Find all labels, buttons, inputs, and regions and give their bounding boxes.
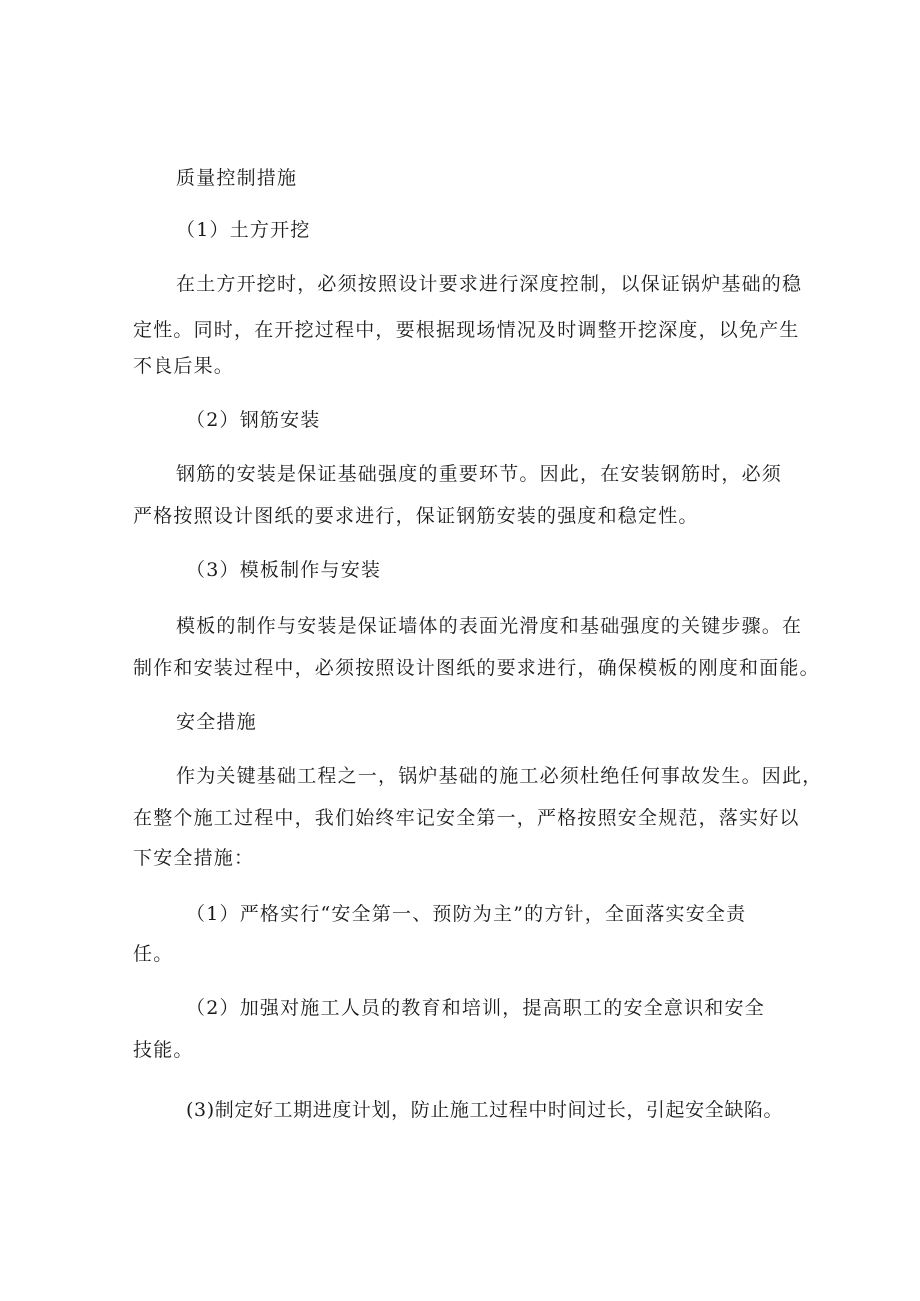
item1-body-line: 在土方开挖时，必须按照设计要求进行深度控制，以保证锅炉基础的稳 [176,273,803,295]
safety-heading: 安全措施 [176,711,257,733]
safety-intro-line: 作为关键基础工程之一，锅炉基础的施工必须杜绝任何事故发生。因此， [176,765,823,787]
safety-intro-line: 在整个施工过程中，我们始终牢记安全第一，严格按照安全规范，落实好以 [133,807,800,829]
item3-body-line: 模板的制作与安装是保证墙体的表面光滑度和基础强度的关键步骤。在 [176,615,803,637]
safety-item1-line: （1）严格实行“安全第一、预防为主”的方针，全面落实安全责 [186,903,747,925]
item3-heading: （3）模板制作与安装 [186,559,382,581]
item2-body-line: 严格按照设计图纸的要求进行，保证钢筋安装的强度和稳定性。 [133,505,699,527]
item1-body-line: 不良后果。 [133,355,235,377]
safety-item1-line: 任。 [133,943,174,965]
item2-body-line: 钢筋的安装是保证基础强度的重要环节。因此，在安装钢筋时，必须 [176,463,783,485]
safety-item2-line: （2）加强对施工人员的教育和培训，提高职工的安全意识和安全 [186,997,765,1019]
item3-body-line: 制作和安装过程中，必须按照设计图纸的要求进行，确保模板的刚度和面能。 [133,657,820,679]
item1-body-line: 定性。同时，在开挖过程中，要根据现场情况及时调整开挖深度，以免产生 [133,319,800,341]
safety-intro-line: 下安全措施： [133,847,255,869]
item2-heading: （2）钢筋安装 [186,409,321,431]
safety-item3-line: (3)制定好工期进度计划，防止施工过程中时间过长，引起安全缺陷。 [186,1099,784,1121]
quality-heading: 质量控制措施 [176,167,298,189]
item1-heading: （1）土方开挖 [176,219,311,241]
safety-item2-line: 技能。 [133,1039,194,1061]
